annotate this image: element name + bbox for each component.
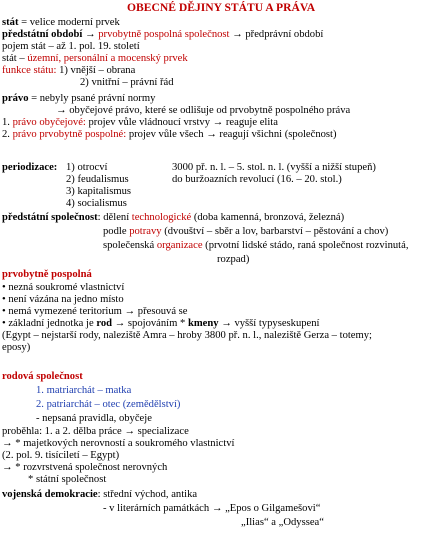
pravo-type-2: [2, 129, 337, 141]
rodova-line: (2. pol. 9. tisíciletí – Egypt): [2, 450, 120, 461]
vojenska-line-2: - v literárních památkách → „Epos o Gilgamešovi“: [103, 503, 321, 514]
text: podle: [103, 226, 130, 237]
funkce-line: [2, 65, 135, 77]
def-pravo: = nebyly psané právní normy: [28, 93, 156, 104]
pravo-type-text: projev vůle vládnoucí vrstvy → reaguje elita: [85, 117, 278, 128]
periodizace-label: periodizace:: [2, 162, 58, 173]
rodova-item: 1. matriarchát – matka: [36, 385, 132, 396]
pravo-type-label: právo prvobytně pospolné:: [12, 129, 127, 140]
term-stat: stát: [2, 17, 19, 28]
term-prvobytne: prvobytně pospolná společnost: [98, 29, 230, 40]
predstatni-spolecnost-line-2: [103, 226, 388, 238]
bullet-item-rod: [2, 318, 319, 330]
rodova-line: - nepsaná pravidla, obyčeje: [36, 413, 152, 424]
predstatni-spolecnost-line-3: [103, 240, 408, 252]
bullet-item: • není vázána na jedno místo: [2, 294, 124, 305]
text: : střední východ, antika: [97, 489, 198, 500]
pravo-type-num: 2.: [2, 129, 13, 140]
egypt-note-2: eposy): [2, 342, 31, 353]
text: (prvotní lidské stádo, raná společnost rozvinutá,: [202, 240, 409, 251]
rodova-line: * státní společnost: [28, 474, 107, 485]
text: společenská: [103, 240, 157, 251]
pravo-line: [2, 93, 155, 105]
keyword-technologicke: technologické: [131, 212, 192, 223]
text: (doba kamenná, bronzová, železná): [191, 212, 345, 223]
periodizace-item: 1) otrocví: [66, 162, 108, 173]
text: → vyšší typyseskupení: [218, 318, 320, 329]
funkce-item-2: 2) vnitřní – právní řád: [80, 77, 174, 88]
stat-elements: územní, personální a mocenský prvek: [27, 53, 188, 64]
text: → spojováním *: [112, 318, 188, 329]
text: : dělení: [97, 212, 132, 223]
pravo-line-2: → obyčejové právo, které se odlišuje od prvobytně pospolného práva: [56, 105, 351, 116]
rodova-line: → * rozvrstvená společnost nerovných: [2, 462, 168, 473]
stat-elements-line: [2, 53, 188, 65]
pravo-type-1: [2, 117, 278, 129]
rodova-line: proběhla: 1. a 2. dělba práce → specializace: [2, 426, 189, 437]
predstatni-spolecnost-line-1: [2, 212, 344, 224]
periodizace-item: 4) socialismus: [66, 198, 127, 209]
text: • základní jednotka je: [2, 318, 97, 329]
pravo-type-num: 1.: [2, 117, 13, 128]
definition-stat: [2, 17, 120, 29]
document-title: OBECNÉ DĚJINY STÁTU A PRÁVA: [127, 1, 316, 14]
egypt-note: (Egypt – nejstarší rody, naleziště Amra – hroby 3800 př. n. l., naleziště Gerza – totemy;: [2, 330, 372, 341]
vojenska-line-3: „Ilias“ a „Odyssea“: [241, 517, 324, 528]
periodizace-item: 3) kapitalismus: [66, 186, 132, 197]
periodizace-note: 3000 př. n. l. – 5. stol. n. l. (vyšší a nižší stupeň): [172, 162, 376, 173]
predstatni-spolecnost-line-4: rozpad): [217, 254, 250, 265]
bullet-item: • nemá vymezené teritorium → přesouvá se: [2, 306, 188, 317]
bullet-item: • nezná soukromé vlastnictví: [2, 282, 125, 293]
heading-rodova: rodová společnost: [2, 371, 83, 382]
funkce-item-1: 1) vnější – obrana: [56, 65, 136, 76]
arrow-text: →: [82, 29, 99, 40]
term-predstatni-spolecnost: předstátní společnost: [2, 212, 98, 223]
term-pravo: právo: [2, 93, 29, 104]
term-rod: rod: [96, 318, 113, 329]
periodizace-note: do buržoazních revolucí (16. – 20. stol.): [172, 174, 342, 185]
keyword-potravy: potravy: [129, 226, 162, 237]
definition-predstatni: [2, 29, 323, 41]
keyword-organizace: organizace: [156, 240, 203, 251]
term-kmeny: kmeny: [187, 318, 219, 329]
term-vojenska-demokracie: vojenská demokracie: [2, 489, 98, 500]
heading-prvobytne: prvobytně pospolná: [2, 269, 92, 280]
periodizace-item: 2) feudalismus: [66, 174, 129, 185]
pravo-type-label: právo obyčejové:: [12, 117, 86, 128]
vojenska-line-1: [2, 489, 197, 501]
text: (dvouštví – sběr a lov, barbarství – pěstování a chov): [161, 226, 389, 237]
pojem-line: pojem stát – až 1. pol. 19. století: [2, 41, 140, 52]
rest-text: → předprávní období: [229, 29, 324, 40]
rodova-item: 2. patriarchát – otec (zemědělství): [36, 399, 181, 410]
funkce-label: funkce státu:: [2, 65, 57, 76]
def-stat: = velice moderní prvek: [18, 17, 120, 28]
pravo-type-text: projev vůle všech → reagují všichni (společnost): [126, 129, 337, 140]
stat-lead: stát –: [2, 53, 28, 64]
rodova-line: → * majetkových nerovností a soukromého vlastnictví: [2, 438, 235, 449]
term-predstatni-obdobi: předstátní období: [2, 29, 83, 40]
